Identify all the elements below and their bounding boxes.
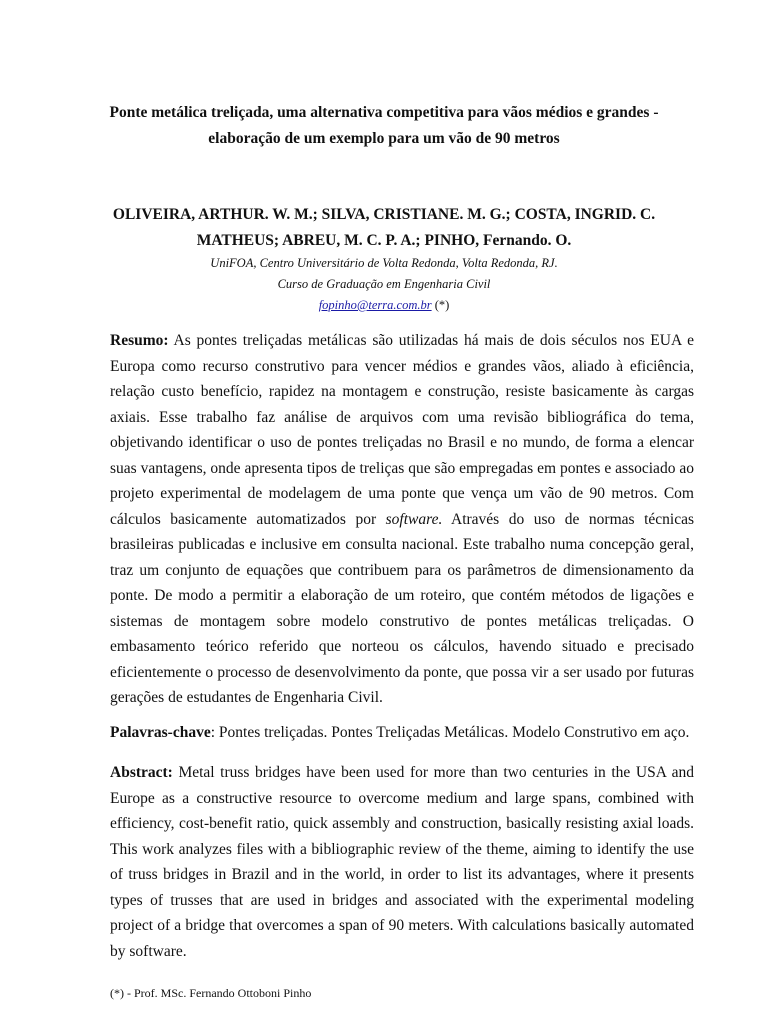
abstract-paragraph [110, 760, 694, 964]
abstract-label: Abstract: [110, 764, 173, 781]
title-line-1: Ponte metálica treliçada, uma alternativa competitiva para vãos médios e grandes - [109, 104, 659, 121]
resumo-text-part-1: As pontes treliçadas metálicas são utilizadas há mais de dois séculos nos EUA e Europa como recurso construtivo para vencer médios e grandes vãos, aliado à eficiência, relação custo benefício, rapidez na montagem e construção, resiste basicamente às cargas axiais. Esse trabalho faz análise de arquivos com uma revisão bibliográfica do tema, objetivando identificar o uso de pontes treliçadas no Brasil e no mundo, de forma a elencar suas vantagens, onde apresenta tipos de treliças que são empregadas em pontes e associado ao projeto experimental de modelagem de uma ponte que vença um vão de 90 metros. Com cálculos basicamente automatizados por [110, 332, 694, 528]
email-footnote-mark: (*) [434, 298, 450, 312]
affiliation-block [100, 253, 668, 316]
abstract-text: Metal truss bridges have been used for more than two centuries in the USA and Europe as a constructive resource to overcome medium and large spans, combined with efficiency, cost-benefit ratio, quick assembly and construction, basically resisting axial loads. This work analyzes files with a bibliographic review of the theme, aiming to identify the use of truss bridges in Brazil and in the world, in order to list its advantages, where it presents types of trusses that are used in bridges and associated with the experimental modeling project of a bridge that overcomes a span of 90 meters. With calculations basically automated by software. [110, 764, 694, 960]
resumo-paragraph [110, 328, 694, 711]
author-list [100, 202, 668, 254]
footnote: (*) - Prof. MSc. Fernando Ottoboni Pinho [110, 986, 312, 1000]
title-line-2: elaboração de um exemplo para um vão de 90 metros [208, 130, 560, 147]
resumo-italic-term: software. [385, 510, 443, 528]
affiliation-institution: UniFOA, Centro Universitário de Volta Redonda, Volta Redonda, RJ. [210, 256, 558, 270]
resumo-text-part-2: Através do uso de normas técnicas brasileiras publicadas e inclusive em consulta nacional. Este trabalho numa concepção geral, traz um conjunto de equações que contribuem para os parâmetros de dimensionamento da ponte. De modo a permitir a elaboração de um roteiro, que contém métodos de ligações e sistemas de montagem sobre modelo construtivo de pontes metálicas treliçadas. O embasamento teórico referido que norteou os cálculos, havendo situado e precisado eficientemente o processo de desenvolvimento da ponte, que possa vir a ser usado por futuras gerações de estudantes de Engenharia Civil. [110, 510, 694, 706]
authors-line-1: OLIVEIRA, ARTHUR. W. M.; SILVA, CRISTIANE. M. G.; COSTA, INGRID. C. [112, 206, 656, 223]
affiliation-course: Curso de Graduação em Engenharia Civil [277, 277, 491, 291]
keywords-label: Palavras-chave [110, 724, 211, 741]
keywords-paragraph [110, 720, 694, 746]
contact-line [100, 295, 668, 316]
resumo-label: Resumo: [110, 332, 169, 349]
email-link[interactable]: fopinho@terra.com.br [318, 298, 432, 312]
paper-title [100, 100, 668, 152]
keywords-text: : Pontes treliçadas. Pontes Treliçadas Metálicas. Modelo Construtivo em aço. [210, 724, 690, 741]
authors-line-2: MATHEUS; ABREU, M. C. P. A.; PINHO, Fernando. O. [196, 232, 572, 249]
